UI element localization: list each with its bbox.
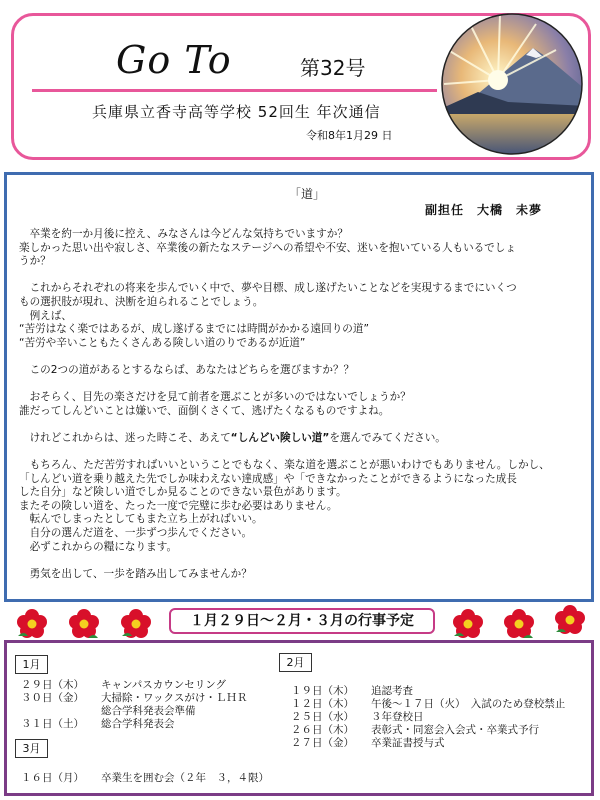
month-tag-february: 2月 [279, 653, 312, 672]
message-box [4, 172, 594, 602]
message-line: 勇気を出して、一歩を踏み出してみませんか？ [19, 567, 252, 580]
event-text: 大掃除・ワックスがけ・ＬＨＲ [101, 692, 248, 704]
message-line: もの選択肢が現れ、決断を迫られることでしょう。 [19, 295, 264, 308]
message-line: うか？ [19, 255, 51, 268]
message-line: おそらく、目先の楽さだけを見て前者を選ぶことが多いのではないでしょうか？ [19, 391, 411, 404]
event-date: １９日（木） [291, 685, 354, 697]
message-line: 「しんどい道を乗り越えた先でしか味わえない達成感」や「できなかったことができるようになった成長 [19, 472, 517, 485]
event-date: ２９日（木） [21, 679, 84, 691]
event-text: 午後～１７日（火） 入試のため登校禁止 [371, 698, 566, 710]
message-line: 卒業を約一か月後に控え、みなさんは今どんな気持ちでいますか？ [19, 228, 348, 240]
message-emphasis-line: けれどこれからは、迷った時こそ、あえて“しんどい険しい道”を選んでみてください。 [19, 431, 446, 444]
message-line: “苦労はなく楽ではあるが、成し遂げるまでには時間がかかる遠回りの道” [19, 323, 369, 336]
event-text: キャンパスカウンセリング [101, 679, 227, 691]
event-text: 表彰式・同窓会入会式・卒業式予行 [371, 724, 539, 736]
newsletter-title: Go To [116, 38, 232, 82]
message-title: 「道」 [289, 187, 326, 201]
camellia-flower-icon [554, 604, 586, 636]
month-tag-march: 3月 [15, 739, 48, 758]
message-author: 副担任 大橋 未夢 [425, 203, 543, 217]
header-divider [32, 89, 437, 92]
schedule-box [4, 640, 594, 796]
message-line: “苦労や辛いこともたくさんある険しい道のりであるが近道” [19, 336, 306, 349]
event-text: 卒業証書授与式 [371, 737, 445, 749]
issue-date: 令和8年1月29 日 [306, 129, 393, 142]
message-line: もちろん、ただ苦労すればいいということでもなく、楽な道を選ぶことが悪いわけでもありません。しかし、 [19, 459, 550, 472]
issue-number: 第32号 [300, 56, 366, 80]
message-line: 必ずこれからの糧になります。 [19, 540, 178, 553]
camellia-flower-icon [452, 608, 484, 640]
event-text: ３年登校日 [371, 711, 424, 723]
message-line: 自分の選んだ道を、一歩ずつ歩んでください。 [19, 527, 253, 540]
message-body [19, 228, 585, 581]
camellia-flower-icon [16, 608, 48, 640]
event-date: ３１日（土） [21, 718, 84, 730]
camellia-flower-icon [68, 608, 100, 640]
month-tag-january: 1月 [15, 655, 48, 674]
message-line: 例えば、 [19, 309, 72, 322]
message-line: 転んでしまったとしてもまた立ち上がればいい。 [19, 513, 263, 526]
event-date: ３０日（金） [21, 692, 84, 704]
mountain-sunrise-illustration [438, 10, 586, 158]
event-text: 総合学科発表会準備 [101, 705, 196, 717]
event-schedule-banner: １月２９日～２月・３月の行事予定 [169, 608, 435, 634]
camellia-flower-icon [503, 608, 535, 640]
message-line: 楽しかった思い出や寂しさ、卒業後の新たなステージへの希望や不安、迷いを抱いている人もいるでしょ [19, 241, 516, 254]
event-text: 卒業生を囲む会（２年 ３，４限） [101, 772, 269, 784]
event-date: １６日（月） [21, 772, 84, 784]
message-line: これからそれぞれの将来を歩んでいく中で、夢や目標、成し遂げたいことなどを実現するまでにいくつ [19, 282, 517, 295]
event-date: ２６日（木） [291, 724, 354, 736]
school-name: 兵庫県立香寺高等学校 52回生 年次通信 [92, 103, 381, 121]
event-text: 総合学科発表会 [101, 718, 175, 730]
event-date: １２日（木） [291, 698, 354, 710]
message-line: この2つの道があるとするならば、あなたはどちらを選びますか？？ [19, 363, 355, 376]
camellia-flower-icon [120, 608, 152, 640]
event-text: 追認考査 [371, 685, 413, 697]
message-line: またその険しい道を、たった一度で完璧に歩む必要はありません。 [19, 499, 338, 512]
event-date: ２７日（金） [291, 737, 354, 749]
message-line: した自分」など険しい道でしか見ることのできない景色があります。 [19, 486, 347, 499]
event-date: ２５日（水） [291, 711, 354, 723]
emphasis-text: “しんどい険しい道” [230, 431, 330, 444]
message-line: 誰だってしんどいことは嫌いで、面倒くさくて、逃げたくなるものですよね。 [19, 404, 390, 417]
